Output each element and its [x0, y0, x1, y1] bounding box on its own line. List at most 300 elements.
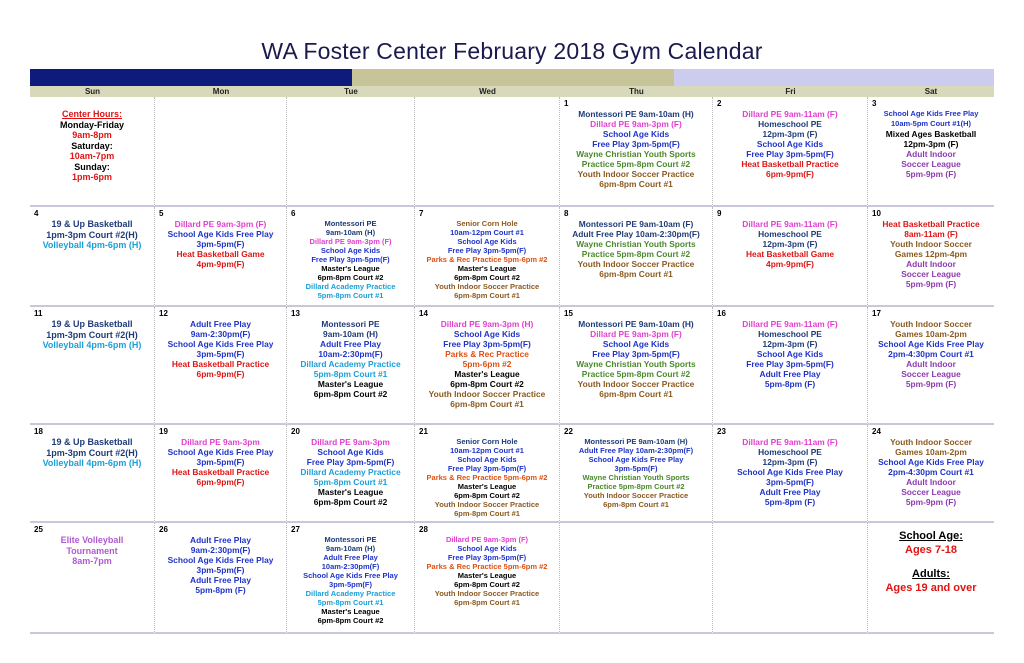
event-line: Montessori PE 9am-10am (H) — [584, 437, 688, 446]
day-number: 20 — [291, 427, 300, 436]
event-line: School Age Kids — [756, 349, 824, 359]
event-line: Mixed Ages Basketball — [885, 129, 977, 139]
weekday-sat: Sat — [924, 87, 938, 96]
event-line: 3pm-5pm(F) — [614, 464, 658, 473]
event-line: 12pm-3pm (F) — [903, 139, 959, 149]
event-line: Parks & Rec Practice 5pm-6pm #2 — [426, 562, 548, 571]
event-line: Youth Indoor Soccer Practice — [577, 259, 695, 269]
calendar-day-cell — [30, 425, 155, 523]
page-title: WA Foster Center February 2018 Gym Calendar — [261, 38, 763, 64]
event-list — [715, 319, 865, 389]
header-bar-tan — [352, 69, 674, 86]
event-line: 6pm-8pm Court #2 — [317, 273, 384, 282]
event-list — [715, 109, 865, 179]
event-line: Heat Basketball Game — [746, 249, 834, 259]
event-line: Games 10am-2pm — [895, 447, 967, 457]
calendar-day-cell — [560, 425, 713, 523]
event-list — [157, 437, 284, 487]
event-line: Youth Indoor Soccer Practice — [583, 491, 689, 500]
header-bar-navy — [30, 69, 352, 86]
event-line: Free Play 3pm-5pm(F) — [443, 339, 531, 349]
event-line: Heat Basketball Practice — [171, 359, 270, 369]
event-line: Sunday: — [74, 161, 110, 172]
event-line: Wayne Christian Youth Sports — [576, 359, 696, 369]
event-line: Dillard Academy Practice — [300, 359, 401, 369]
event-line: Adult Free Play 10am-2:30pm(F) — [572, 229, 700, 239]
calendar-day-cell — [560, 307, 713, 425]
event-line: 5pm-8pm (F) — [764, 497, 816, 507]
event-line: Montessori PE 9am-10am (H) — [578, 319, 694, 329]
day-number: 12 — [159, 309, 168, 318]
event-line: 10am-2:30pm(F) — [318, 349, 383, 359]
calendar-day-cell — [713, 307, 868, 425]
event-line: Parks & Rec Practice 5pm-6pm #2 — [426, 255, 548, 264]
event-line: 6pm-8pm Court #2 — [454, 491, 520, 500]
event-line: 6pm-8pm Court #2 — [317, 616, 384, 625]
event-line: Master's League — [317, 379, 384, 389]
calendar-day-cell — [713, 425, 868, 523]
event-line: Dillard PE 9am-3pm (F) — [590, 329, 682, 339]
event-line: Homeschool PE — [758, 229, 822, 239]
event-line: Dillard PE 9am-3pm (F) — [590, 119, 682, 129]
event-line: Heat Basketball Practice — [882, 219, 980, 229]
event-line: 3pm-5pm(F) — [196, 239, 245, 249]
event-line: 6pm-9pm(F) — [196, 477, 245, 487]
event-line: 9am-10am (H) — [325, 228, 376, 237]
event-list — [289, 535, 412, 625]
event-line: Montessori PE 9am-10am (F) — [578, 219, 694, 229]
event-line: Adult Indoor — [906, 477, 956, 487]
event-line: School Age Kids Free Play — [167, 447, 274, 457]
event-line: School Age Kids — [317, 447, 384, 457]
event-line: Dillard Academy Practice — [305, 282, 396, 291]
event-line: Homeschool PE — [758, 447, 822, 457]
day-number: 22 — [564, 427, 573, 436]
legend-adults-value: Ages 19 and over — [885, 582, 977, 594]
event-line: 9am-10am (H) — [323, 329, 378, 339]
event-line: 6pm-8pm Court #1 — [603, 500, 669, 509]
event-line: Dillard PE 9am-3pm — [311, 437, 390, 447]
calendar-day-cell — [30, 207, 155, 307]
event-line: Montessori PE — [324, 219, 377, 228]
calendar-day-cell — [415, 523, 560, 634]
event-line: School Age Kids — [457, 237, 517, 246]
event-line: Heat Basketball Practice — [741, 159, 839, 169]
event-line: Adult Free Play — [320, 339, 381, 349]
event-line: Soccer League — [901, 369, 961, 379]
day-number: 17 — [872, 309, 881, 318]
event-line: Homeschool PE — [758, 329, 822, 339]
calendar-day-cell — [30, 97, 155, 207]
event-line: 3pm-5pm(F) — [196, 565, 245, 575]
header-bar-lavender — [674, 69, 994, 86]
legend-school-age-value: Ages 7-18 — [905, 544, 957, 556]
event-line: Adult Indoor — [906, 259, 956, 269]
day-number: 11 — [34, 309, 43, 318]
event-line: Adult Indoor — [906, 359, 956, 369]
event-line: 6pm-9pm(F) — [766, 169, 814, 179]
day-number: 6 — [291, 209, 296, 218]
event-line: Free Play 3pm-5pm(F) — [592, 139, 680, 149]
day-number: 18 — [34, 427, 43, 436]
weekday-wed: Wed — [479, 87, 496, 96]
day-number: 13 — [291, 309, 300, 318]
event-list — [417, 319, 557, 409]
event-line: Master's League — [321, 264, 380, 273]
day-number: 24 — [872, 427, 881, 436]
event-line: 6pm-8pm Court #2 — [454, 273, 520, 282]
event-line: 8am-11am (F) — [904, 229, 958, 239]
event-line: 6pm-8pm Court #1 — [599, 179, 673, 189]
weekday-fri: Fri — [785, 87, 796, 96]
event-line: 3pm-5pm(F) — [196, 457, 245, 467]
event-line: Youth Indoor Soccer Practice — [434, 500, 540, 509]
event-line: Free Play 3pm-5pm(F) — [447, 553, 527, 562]
event-line: 9am-2:30pm(F) — [190, 545, 251, 555]
event-list — [562, 219, 710, 279]
event-list — [870, 109, 992, 179]
event-line: School Age Kids Free Play — [878, 457, 984, 467]
event-line: Adult Free Play — [190, 319, 251, 329]
event-line: 19 & Up Basketball — [51, 319, 133, 329]
event-line: School Age Kids — [453, 329, 521, 339]
event-line: Volleyball 4pm-6pm (H) — [42, 340, 142, 350]
event-line: 19 & Up Basketball — [51, 437, 133, 447]
event-line: School Age Kids — [457, 544, 517, 553]
day-number: 16 — [717, 309, 726, 318]
event-line: Free Play 3pm-5pm(F) — [746, 149, 834, 159]
weekday-thu: Thu — [629, 87, 644, 96]
calendar-day-cell — [868, 523, 994, 634]
event-line: Montessori PE — [324, 535, 377, 544]
event-line: Heat Basketball Game — [176, 249, 265, 259]
event-list — [562, 437, 710, 509]
event-line: Parks & Rec Practice 5pm-6pm #2 — [426, 473, 548, 482]
event-line: Dillard Academy Practice — [305, 589, 396, 598]
event-line: Practice 5pm-8pm Court #2 — [581, 249, 691, 259]
event-line: Dillard PE 9am-11am (F) — [742, 109, 838, 119]
event-line: Youth Indoor Soccer — [890, 239, 972, 249]
day-number: 25 — [34, 525, 43, 534]
event-line: 2pm-4:30pm Court #1 — [888, 349, 974, 359]
calendar-day-cell — [415, 207, 560, 307]
event-line: School Age Kids Free Play — [588, 455, 684, 464]
event-list — [289, 437, 412, 507]
event-line: 1pm-6pm — [71, 172, 112, 182]
event-list — [417, 219, 557, 300]
event-line: Free Play 3pm-5pm(F) — [746, 359, 834, 369]
event-line: Dillard PE 9am-3pm (F) — [174, 219, 267, 229]
event-list — [417, 437, 557, 518]
day-number: 7 — [419, 209, 424, 218]
event-line: Senior Corn Hole — [456, 219, 518, 228]
event-line: Wayne Christian Youth Sports — [576, 149, 696, 159]
event-line: School Age Kids Free Play — [167, 339, 274, 349]
event-line: Youth Indoor Soccer Practice — [434, 282, 540, 291]
event-line: Dillard PE 9am-11am (F) — [742, 219, 838, 229]
event-line: Adult Indoor — [906, 149, 956, 159]
event-line: Youth Indoor Soccer Practice — [577, 169, 695, 179]
day-number: 2 — [717, 99, 722, 108]
event-line: Monday-Friday — [59, 119, 124, 130]
event-line: School Age Kids Free Play — [167, 229, 274, 239]
event-line: 10am-2:30pm(F) — [321, 562, 380, 571]
event-list — [32, 219, 152, 251]
legend-school-age-heading: School Age: — [899, 530, 963, 542]
event-line: Adult Free Play — [190, 535, 251, 545]
event-line: 6pm-8pm Court #1 — [599, 269, 673, 279]
event-line: 12pm-3pm (F) — [762, 339, 818, 349]
event-line: Adult Free Play — [190, 575, 251, 585]
weekday-header-row — [30, 86, 994, 97]
event-line: Youth Indoor Soccer Practice — [577, 379, 695, 389]
event-line: School Age Kids Free Play — [878, 339, 984, 349]
event-line: 12pm-3pm (F) — [762, 239, 818, 249]
event-line: 3pm-5pm(F) — [766, 477, 814, 487]
event-list — [157, 319, 284, 379]
event-line: Youth Indoor Soccer Practice — [434, 589, 540, 598]
event-line: Youth Indoor Soccer — [890, 319, 972, 329]
calendar-day-cell — [155, 523, 287, 634]
event-line: Free Play 3pm-5pm(F) — [306, 457, 395, 467]
event-line: 5pm-6pm #2 — [462, 359, 512, 369]
event-line: Saturday: — [71, 140, 113, 151]
event-line: Tournament — [66, 545, 118, 556]
calendar-day-cell — [415, 97, 560, 207]
event-line: Wayne Christian Youth Sports — [582, 473, 690, 482]
event-line: 12pm-3pm (F) — [762, 457, 818, 467]
event-line: School Age Kids Free Play — [737, 467, 843, 477]
event-list — [32, 535, 152, 567]
event-line: 8am-7pm — [72, 556, 112, 566]
event-line: Volleyball 4pm-6pm (H) — [42, 458, 142, 468]
calendar-day-cell — [287, 307, 415, 425]
calendar-grid — [30, 97, 994, 634]
event-line: 5pm-8pm Court #1 — [317, 291, 384, 300]
calendar-day-cell — [155, 307, 287, 425]
event-list — [32, 109, 152, 183]
event-line: Senior Corn Hole — [456, 437, 518, 446]
day-number: 14 — [419, 309, 428, 318]
event-line: 2pm-4:30pm Court #1 — [888, 467, 974, 477]
calendar-day-cell — [713, 97, 868, 207]
calendar-day-cell — [155, 425, 287, 523]
event-line: Adult Free Play — [759, 369, 821, 379]
calendar-day-cell — [155, 207, 287, 307]
event-line: Practice 5pm-8pm Court #2 — [581, 369, 691, 379]
event-line: 1pm-3pm Court #2(H) — [46, 329, 138, 340]
event-line: 5pm-9pm (F) — [905, 279, 957, 289]
event-line: 6pm-8pm Court #1 — [454, 291, 520, 300]
calendar-day-cell — [560, 207, 713, 307]
event-line: 6pm-8pm Court #1 — [450, 399, 524, 409]
event-line: 6pm-8pm Court #1 — [454, 509, 520, 518]
event-line: Games 10am-2pm — [895, 329, 967, 339]
event-line: 6pm-8pm Court #2 — [454, 580, 520, 589]
day-number: 3 — [872, 99, 877, 108]
calendar-day-cell — [868, 207, 994, 307]
event-line: Free Play 3pm-5pm(F) — [447, 246, 527, 255]
event-line: Master's League — [457, 571, 517, 580]
event-line: 6pm-8pm Court #1 — [599, 389, 673, 399]
event-line: Master's League — [321, 607, 380, 616]
calendar-day-cell — [415, 425, 560, 523]
event-line: 5pm-9pm (F) — [905, 169, 957, 179]
event-line: 1pm-3pm Court #2(H) — [46, 447, 138, 458]
event-line: Youth Indoor Soccer Practice — [428, 389, 546, 399]
calendar-day-cell — [287, 425, 415, 523]
event-line: School Age Kids Free Play — [167, 555, 274, 565]
event-list — [870, 319, 992, 389]
event-line: 4pm-9pm(F) — [766, 259, 814, 269]
day-number: 5 — [159, 209, 164, 218]
event-line: 10am-5pm Court #1(H) — [890, 119, 972, 128]
event-line: 9am-10am (H) — [325, 544, 376, 553]
event-line: 6pm-9pm(F) — [196, 369, 245, 379]
event-line: Master's League — [457, 482, 517, 491]
event-line: Center Hours: — [61, 109, 122, 119]
event-list — [870, 219, 992, 289]
event-line: 10am-12pm Court #1 — [450, 446, 524, 455]
calendar-day-cell — [560, 97, 713, 207]
event-line: 6pm-8pm Court #2 — [313, 389, 388, 399]
event-line: Free Play 3pm-5pm(F) — [311, 255, 390, 264]
day-number: 4 — [34, 209, 39, 218]
event-line: Dillard PE 9am-3pm (H) — [440, 319, 534, 329]
event-line: Master's League — [454, 369, 520, 379]
day-number: 19 — [159, 427, 168, 436]
age-legend — [870, 529, 992, 595]
event-list — [32, 319, 152, 351]
calendar-day-cell — [868, 97, 994, 207]
event-list — [562, 319, 710, 399]
event-line: Parks & Rec Practice — [445, 349, 529, 359]
event-line: Dillard Academy Practice — [300, 467, 401, 477]
event-line: 9am-8pm — [72, 130, 112, 140]
event-list — [715, 437, 865, 507]
event-line: 3pm-5pm(F) — [329, 580, 372, 589]
calendar-day-cell — [30, 523, 155, 634]
event-list — [289, 319, 412, 399]
event-line: Dillard PE 9am-11am (F) — [742, 437, 838, 447]
event-line: 5pm-8pm (F) — [764, 379, 816, 389]
day-number: 28 — [419, 525, 428, 534]
calendar-day-cell — [287, 97, 415, 207]
weekday-sun: Sun — [84, 87, 101, 96]
event-line: Youth Indoor Soccer — [890, 437, 972, 447]
event-line: School Age Kids — [756, 139, 824, 149]
calendar-day-cell — [868, 307, 994, 425]
event-line: Soccer League — [901, 487, 961, 497]
event-line: Dillard PE 9am-3pm — [181, 437, 260, 447]
event-line: Soccer League — [901, 159, 961, 169]
event-line: Dillard PE 9am-3pm (F) — [309, 237, 392, 246]
event-line: School Age Kids — [602, 129, 670, 139]
event-line: School Age Kids Free Play — [883, 109, 979, 118]
day-number: 10 — [872, 209, 881, 218]
event-line: Wayne Christian Youth Sports — [576, 239, 696, 249]
event-list — [562, 109, 710, 189]
event-list — [32, 437, 152, 469]
event-line: Dillard PE 9am-11am (F) — [742, 319, 838, 329]
event-line: School Age Kids — [457, 455, 517, 464]
event-line: School Age Kids — [602, 339, 670, 349]
event-line: 10am-7pm — [69, 151, 115, 161]
event-list — [157, 535, 284, 595]
event-line: Montessori PE 9am-10am (H) — [578, 109, 694, 119]
event-line: 9am-2:30pm(F) — [190, 329, 251, 339]
event-line: Practice 5pm-8pm Court #2 — [587, 482, 685, 491]
weekday-tue: Tue — [344, 87, 358, 96]
event-line: 5pm-8pm (F) — [195, 585, 246, 595]
legend-adults-heading: Adults: — [912, 568, 950, 580]
event-line: Volleyball 4pm-6pm (H) — [42, 240, 142, 250]
event-line: Adult Free Play 10am-2:30pm(F) — [578, 446, 694, 455]
event-line: 6pm-8pm Court #2 — [450, 379, 524, 389]
event-list — [417, 535, 557, 607]
event-list — [715, 219, 865, 269]
day-number: 9 — [717, 209, 722, 218]
event-line: Free Play 3pm-5pm(F) — [447, 464, 527, 473]
event-line: 1pm-3pm Court #2(H) — [46, 229, 138, 240]
event-line: 19 & Up Basketball — [51, 219, 133, 229]
event-line: Homeschool PE — [758, 119, 822, 129]
day-number: 8 — [564, 209, 569, 218]
day-number: 26 — [159, 525, 168, 534]
calendar-day-cell — [155, 97, 287, 207]
event-line: Adult Free Play — [759, 487, 821, 497]
event-line: Free Play 3pm-5pm(F) — [592, 349, 680, 359]
event-line: 5pm-9pm (F) — [905, 497, 957, 507]
event-line: Practice 5pm-8pm Court #2 — [581, 159, 691, 169]
event-line: 5pm-8pm Court #1 — [313, 369, 388, 379]
event-line: 3pm-5pm(F) — [196, 349, 245, 359]
event-line: School Age Kids Free Play — [303, 571, 398, 580]
day-number: 27 — [291, 525, 300, 534]
event-line: Games 12pm-4pm — [894, 249, 968, 259]
event-line: 6pm-8pm Court #1 — [454, 598, 520, 607]
weekday-mon: Mon — [212, 87, 230, 96]
event-line: 5pm-9pm (F) — [905, 379, 957, 389]
event-line: School Age Kids — [320, 246, 381, 255]
calendar-day-cell — [415, 307, 560, 425]
event-line: 12pm-3pm (F) — [762, 129, 818, 139]
day-number: 23 — [717, 427, 726, 436]
calendar-day-cell — [713, 207, 868, 307]
event-line: Soccer League — [901, 269, 961, 279]
calendar-day-cell — [30, 307, 155, 425]
event-line: Heat Basketball Practice — [171, 467, 270, 477]
event-line: 5pm-8pm Court #1 — [317, 598, 384, 607]
event-line: Adult Free Play — [323, 553, 378, 562]
calendar-day-cell — [287, 523, 415, 634]
event-line: 4pm-9pm(F) — [196, 259, 245, 269]
event-list — [870, 437, 992, 507]
calendar-day-cell — [713, 523, 868, 634]
calendar-day-cell — [868, 425, 994, 523]
event-list — [289, 219, 412, 300]
day-number: 21 — [419, 427, 428, 436]
event-line: Dillard PE 9am-3pm (F) — [445, 535, 529, 544]
day-number: 15 — [564, 309, 573, 318]
event-line: Master's League — [317, 487, 384, 497]
event-line: 10am-12pm Court #1 — [450, 228, 524, 237]
calendar-day-cell — [560, 523, 713, 634]
event-line: Elite Volleyball — [60, 535, 124, 545]
event-list — [157, 219, 284, 269]
day-number: 1 — [564, 99, 569, 108]
event-line: 5pm-8pm Court #1 — [313, 477, 388, 487]
